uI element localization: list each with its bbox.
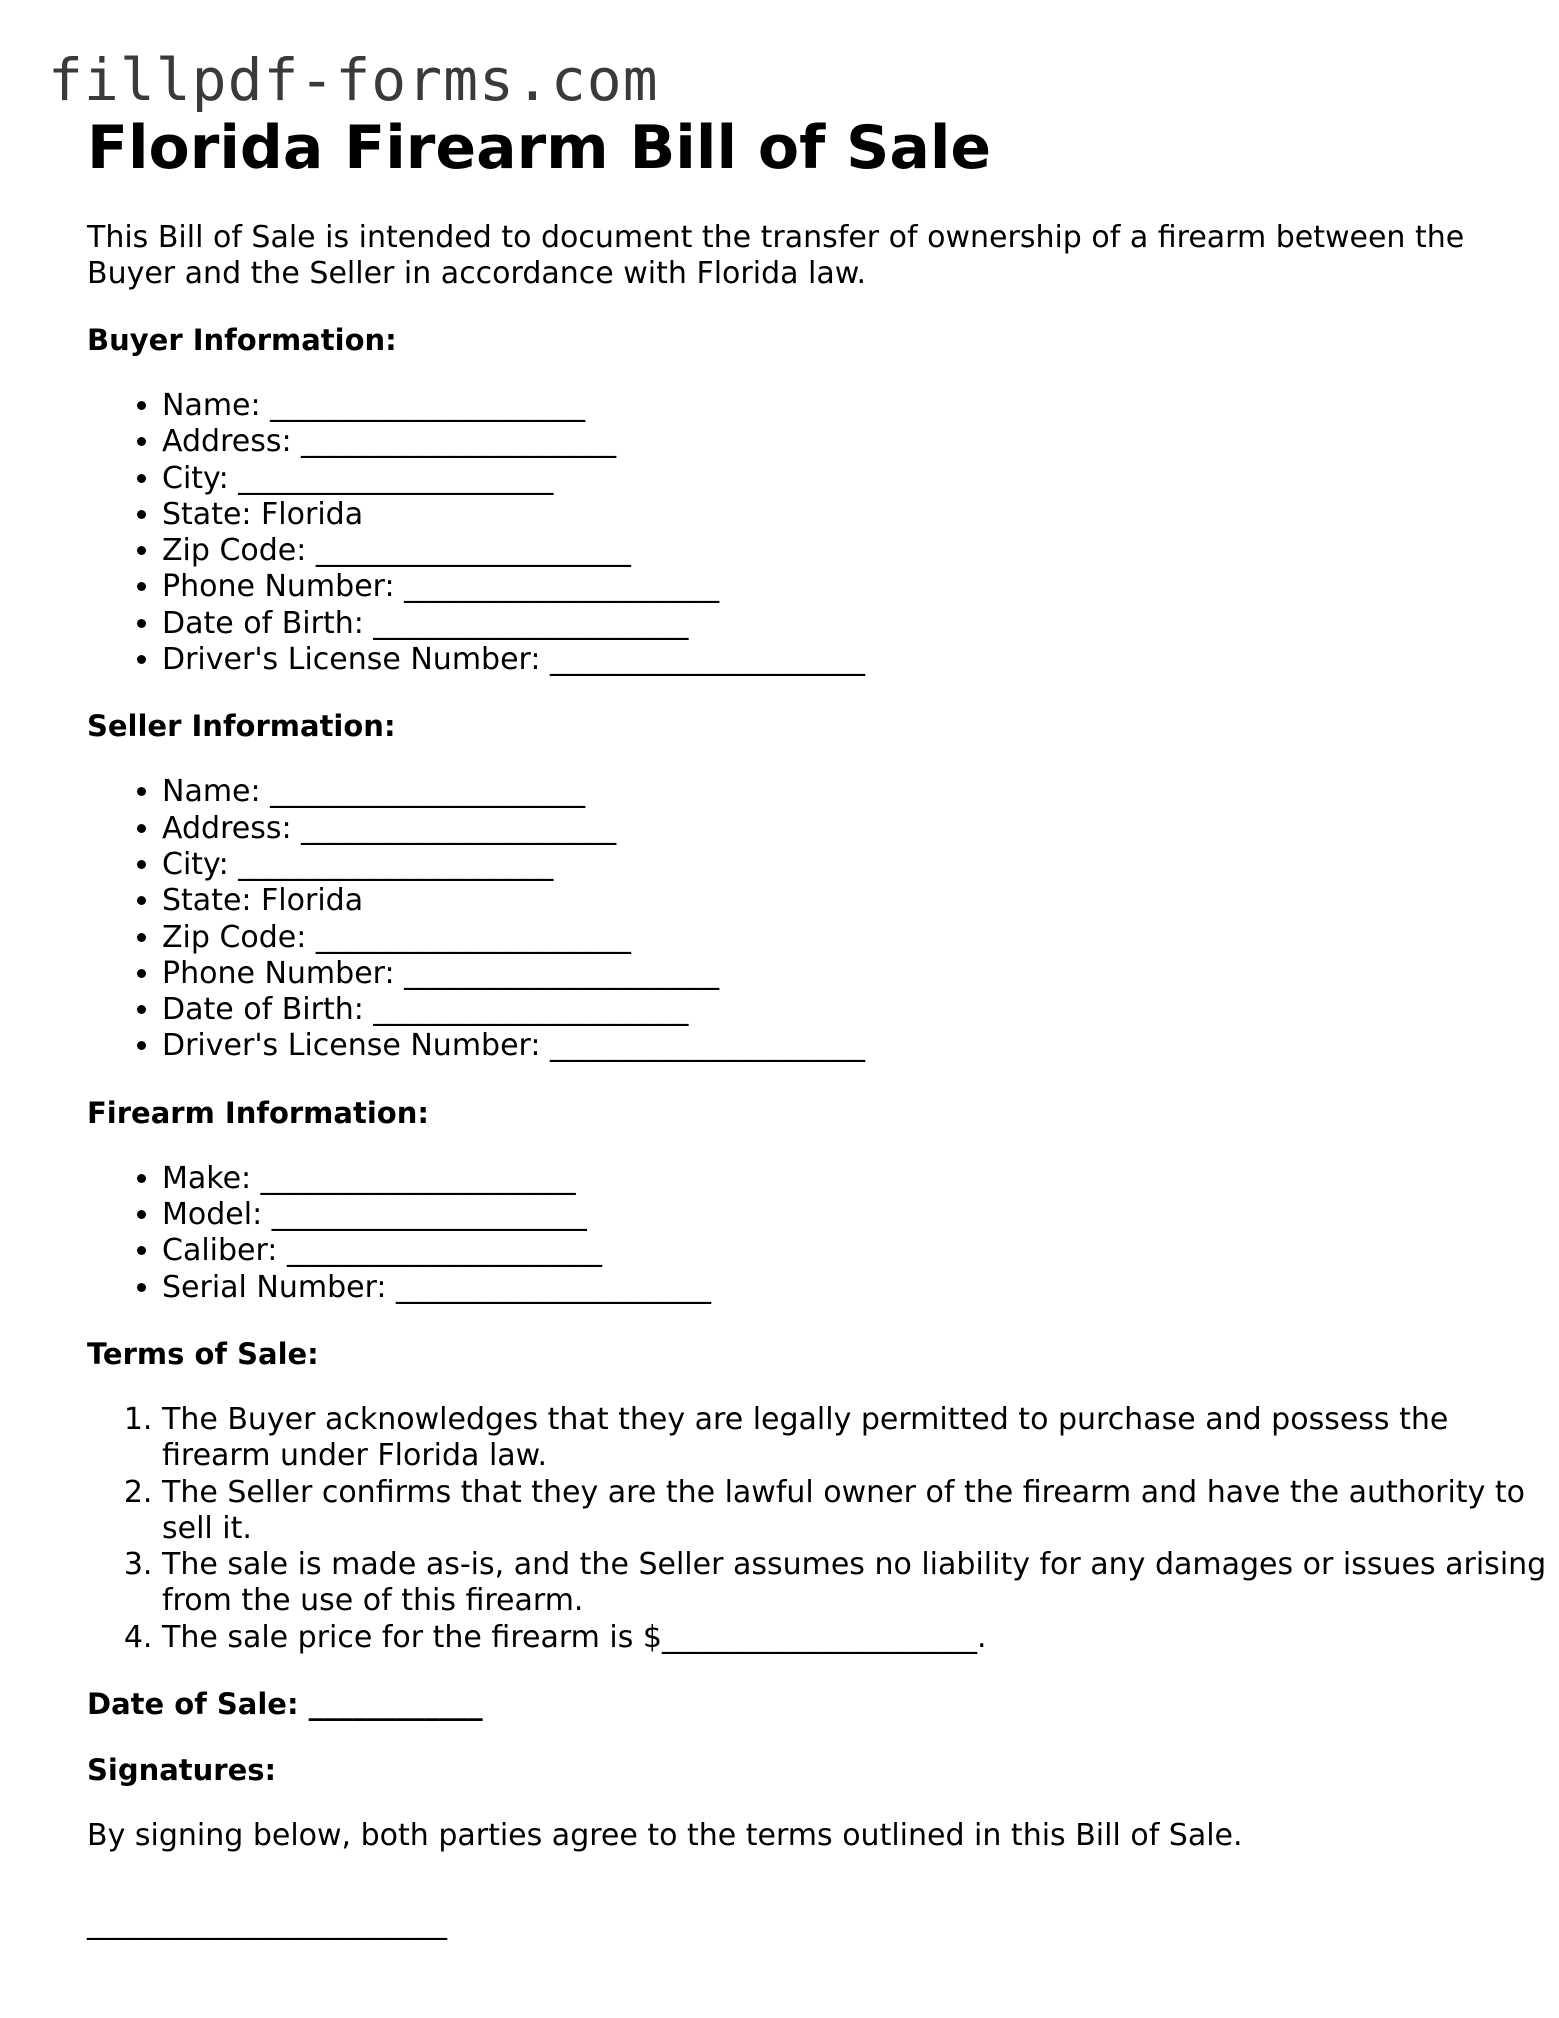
intro-paragraph: This Bill of Sale is intended to document the transfer of ownership of a firearm between the Buyer and the Seller in accordance with Florida law. bbox=[87, 220, 1465, 291]
page-title: Florida Firearm Bill of Sale bbox=[87, 113, 992, 183]
firearm-heading: Firearm Information: bbox=[87, 1095, 429, 1130]
buyer-fields-list bbox=[87, 388, 1487, 678]
signatures-heading: Signatures: bbox=[87, 1753, 277, 1788]
seller-fields-list bbox=[87, 774, 1487, 1064]
seller-dob-field: • Date of Birth: _____________________ bbox=[162, 992, 1487, 1028]
firearm-make-field: • Make: _____________________ bbox=[162, 1161, 1487, 1197]
buyer-zip-field: • Zip Code: _____________________ bbox=[162, 533, 1487, 569]
seller-phone-field: • Phone Number: _____________________ bbox=[162, 956, 1487, 992]
seller-zip-field: • Zip Code: _____________________ bbox=[162, 920, 1487, 956]
terms-item: 3. The sale is made as-is, and the Seller assumes no liability for any damages or issues arising from the use of this firearm. bbox=[162, 1547, 1559, 1620]
terms-item: 1. The Buyer acknowledges that they are legally permitted to purchase and possess the firearm under Florida law. bbox=[162, 1402, 1559, 1475]
seller-state-field: • State: Florida bbox=[162, 883, 1487, 919]
seller-city-field: • City: _____________________ bbox=[162, 847, 1487, 883]
firearm-fields-list bbox=[87, 1161, 1487, 1306]
buyer-dob-field: • Date of Birth: _____________________ bbox=[162, 606, 1487, 642]
signature-line: ________________________ bbox=[87, 1906, 447, 1942]
terms-item: 2. The Seller confirms that they are the lawful owner of the firearm and have the authority to sell it. bbox=[162, 1475, 1559, 1548]
buyer-phone-field: • Phone Number: _____________________ bbox=[162, 569, 1487, 605]
seller-name-field: • Name: _____________________ bbox=[162, 774, 1487, 810]
terms-list bbox=[87, 1402, 1559, 1656]
signatures-text: By signing below, both parties agree to the terms outlined in this Bill of Sale. bbox=[87, 1818, 1243, 1854]
firearm-caliber-field: • Caliber: _____________________ bbox=[162, 1233, 1487, 1269]
buyer-name-field: • Name: _____________________ bbox=[162, 388, 1487, 424]
buyer-city-field: • City: _____________________ bbox=[162, 461, 1487, 497]
buyer-license-field: • Driver's License Number: _____________________ bbox=[162, 642, 1487, 678]
watermark: fillpdf-forms.com bbox=[48, 46, 659, 114]
buyer-state-field: • State: Florida bbox=[162, 497, 1487, 533]
buyer-address-field: • Address: _____________________ bbox=[162, 424, 1487, 460]
seller-address-field: • Address: _____________________ bbox=[162, 811, 1487, 847]
firearm-model-field: • Model: _____________________ bbox=[162, 1197, 1487, 1233]
firearm-serial-field: • Serial Number: _____________________ bbox=[162, 1270, 1487, 1306]
terms-item: 4. The sale price for the firearm is $_____________________. bbox=[162, 1620, 1559, 1656]
terms-heading: Terms of Sale: bbox=[87, 1336, 319, 1371]
document-page bbox=[87, 110, 1547, 1942]
buyer-heading: Buyer Information: bbox=[87, 323, 397, 357]
seller-heading: Seller Information: bbox=[87, 709, 396, 744]
date-of-sale: Date of Sale: ____________ bbox=[87, 1687, 483, 1722]
seller-license-field: • Driver's License Number: _____________________ bbox=[162, 1028, 1487, 1064]
